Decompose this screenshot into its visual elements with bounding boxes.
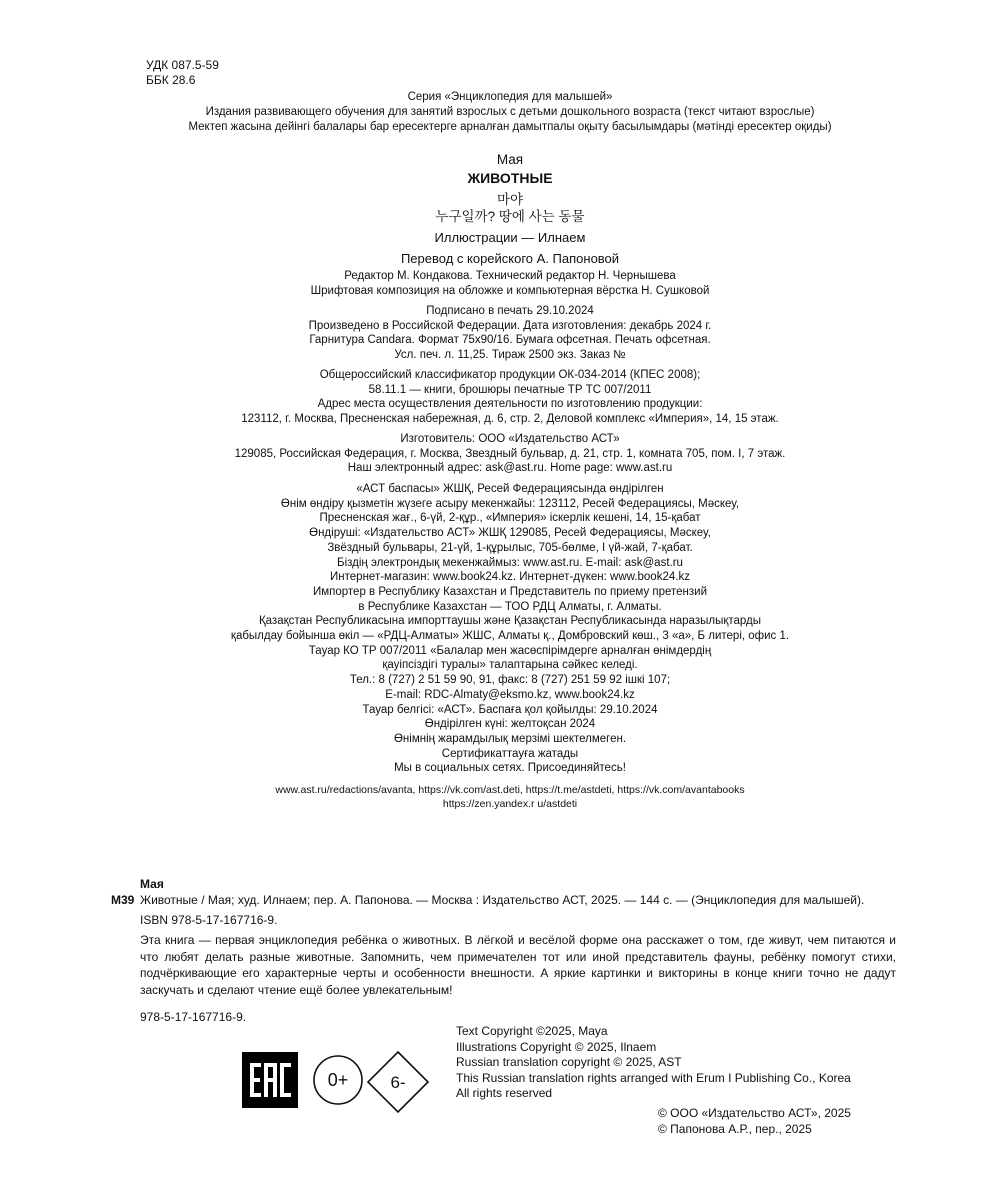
isbn-plain: 978-5-17-167716-9. bbox=[140, 1010, 247, 1024]
imprint-line: 129085, Российская Федерация, г. Москва, Звездный бульвар, д. 21, стр. 1, комната 705, пом. I, 7 этаж. bbox=[234, 447, 786, 460]
print-details-block bbox=[60, 304, 960, 363]
age-rating-0-label: 0+ bbox=[327, 1070, 349, 1090]
kazakhstan-block bbox=[60, 482, 960, 776]
imprint-line: қабылдау бойынша өкіл — «РДЦ-Алматы» ЖШС, Алматы қ., Домбровский көш., 3 «а», Б литері, офис 1. bbox=[230, 630, 790, 643]
copyright-line: Text Copyright ©2025, Maya bbox=[456, 1024, 608, 1038]
imprint-line: Произведено в Российской Федерации. Дата изготовления: декабрь 2024 г. bbox=[308, 319, 712, 332]
imprint-line: Мы в социальных сетях. Присоединяйтесь! bbox=[394, 762, 626, 775]
copyright-line: All rights reserved bbox=[456, 1086, 553, 1100]
imprint-line: Пресненская жағ., 6-үй, 2-құр., «Империя» іскерлік кешені, 14, 15-қабат bbox=[319, 512, 701, 525]
age-rating-0-icon bbox=[312, 1054, 364, 1106]
imprint-line: Сертификаттауға жатады bbox=[441, 747, 579, 760]
imprint-line: Наш электронный адрес: ask@ast.ru. Home page: www.ast.ru bbox=[347, 462, 673, 475]
series-description-kz: Мектеп жасына дейінгі балалары бар ересектерге арналған дамытпалы оқыту басылымдары (мәтінді ересектер оқиды) bbox=[188, 121, 832, 133]
imprint-line: Өндірілген күні: желтоқсан 2024 bbox=[424, 718, 596, 731]
imprint-line: Редактор М. Кондакова. Технический редактор Н. Чернышева bbox=[344, 270, 676, 282]
classification-codes bbox=[146, 58, 219, 88]
illustrator-credit: Иллюстрации — Илнаем bbox=[434, 230, 586, 245]
rights-block bbox=[658, 1106, 851, 1137]
imprint-line: Тауар белгісі: «АСТ». Баспаға қол қойылды: 29.10.2024 bbox=[362, 703, 658, 716]
eac-mark-icon bbox=[242, 1052, 298, 1108]
imprint-line: Подписано в печать 29.10.2024 bbox=[426, 305, 594, 317]
korean-title: 누구일까? 땅에 사는 동물 bbox=[435, 209, 585, 224]
rights-line: © Папонова А.Р., пер., 2025 bbox=[658, 1121, 812, 1136]
imprint-line: Интернет-магазин: www.book24.kz. Интернет-дүкен: www.book24.kz bbox=[330, 571, 690, 584]
imprint-line: Біздің электрондық мекенжаймыз: www.ast.ru. E-mail: ask@ast.ru bbox=[337, 556, 683, 569]
bbk-code: ББК 28.6 bbox=[146, 73, 196, 87]
certification-marks bbox=[242, 1050, 442, 1114]
imprint-line: Тел.: 8 (727) 2 51 59 90, 91, факс: 8 (727) 251 59 92 ішкі 107; bbox=[349, 674, 671, 687]
book-author: Мая bbox=[496, 152, 524, 167]
book-title: ЖИВОТНЫЕ bbox=[467, 170, 553, 186]
author-sign-code: М39 bbox=[111, 893, 135, 907]
imprint-line: Общероссийский классификатор продукции ОК-034-2014 (КПЕС 2008); bbox=[319, 369, 701, 381]
bibliography-description: Животные / Мая; худ. Илнаем; пер. А. Папонова. — Москва : Издательство АСТ, 2025. — 144 с. — (Энциклопедия для малышей). bbox=[140, 893, 865, 907]
editors-block bbox=[60, 269, 960, 298]
book-annotation: Эта книга — первая энциклопедия ребёнка о животных. В лёгкой и весёлой форме она расскажет о том, где живут, чем питаются и что любят делать разные животные. Запомнить, чем примечателен тот или иной представитель фауны, ребёнку помогут стихи, подчёркивающие его характерные черты и особенности внешности. А яркие картинки и викторины в конце книги точно не дадут заскучать и сделают чтение ещё более увлекательным! bbox=[140, 933, 896, 997]
web-links: www.ast.ru/redactions/avanta, https://vk.com/ast.deti, https://t.me/astdeti, https://vk.com/avantabooks bbox=[275, 784, 745, 796]
korean-original bbox=[60, 191, 960, 225]
udk-code: УДК 087.5-59 bbox=[146, 58, 219, 72]
imprint-line: Адрес места осуществления деятельности по изготовлению продукции: bbox=[317, 398, 703, 411]
rights-line: © ООО «Издательство АСТ», 2025 bbox=[658, 1106, 851, 1120]
translator-credit: Перевод с корейского А. Папоновой bbox=[400, 251, 620, 266]
imprint-line: Өнімнің жарамдылық мерзімі шектелмеген. bbox=[393, 732, 627, 745]
copyright-line: This Russian translation rights arranged with Erum I Publishing Co., Korea bbox=[456, 1070, 851, 1085]
series-name: Серия «Энциклопедия для малышей» bbox=[407, 91, 613, 103]
bibliography-isbn: ISBN 978-5-17-167716-9. bbox=[140, 913, 278, 927]
imprint-line: Изготовитель: ООО «Издательство АСТ» bbox=[400, 433, 620, 445]
web-links-block bbox=[60, 784, 960, 811]
imprint-line: E-mail: RDC-Almaty@eksmo.kz, www.book24.kz bbox=[385, 688, 635, 701]
copyright-line: Russian translation copyright © 2025, AST bbox=[456, 1055, 682, 1069]
age-rating-6-label: 6- bbox=[390, 1073, 406, 1092]
imprint-line: Тауар КО ТР 007/2011 «Балалар мен жасөспірімдерге арналған өнімдердің bbox=[308, 644, 712, 657]
imprint-line: в Республике Казахстан — ТОО РДЦ Алматы, г. Алматы. bbox=[358, 600, 662, 613]
imprint-line: Звёздный бульвары, 21-үй, 1-құрылыс, 705-бөлме, I үй-жай, 7-қабат. bbox=[327, 541, 693, 554]
imprint-line: 58.11.1 — книги, брошюры печатные ТР ТС 007/2011 bbox=[368, 383, 652, 396]
manufacturer-block bbox=[60, 432, 960, 476]
imprint-line: Өндіруші: «Издательство АСТ» ЖШҚ 129085, Ресей Федерациясы, Мәскеу, bbox=[309, 527, 711, 540]
imprint-line: 123112, г. Москва, Пресненская набережная, д. 6, стр. 2, Деловой комплекс «Империя», 14, 15 этаж. bbox=[241, 413, 779, 426]
series-description-ru: Издания развивающего обучения для занятий взрослых с детьми дошкольного возраста (текст читают взрослые) bbox=[205, 106, 815, 118]
classifier-block bbox=[60, 368, 960, 427]
bibliography-author: Мая bbox=[140, 877, 164, 891]
imprint-line: Қазақстан Республикасына импорттаушы және Қазақстан Республикасында наразылықтарды bbox=[258, 615, 762, 628]
age-rating-6-icon bbox=[366, 1050, 430, 1114]
imprint-line: Импортер в Республику Казахстан и Представитель по приему претензий bbox=[312, 585, 708, 598]
korean-author: 마야 bbox=[496, 192, 524, 207]
imprint-line: қауіпсіздігі туралы» талаптарына сәйкес келеді. bbox=[382, 659, 638, 672]
web-links: https://zen.yandex.r u/astdeti bbox=[442, 797, 578, 810]
series-info bbox=[60, 90, 960, 135]
imprint-line: Шрифтовая композиция на обложке и компьютерная вёрстка Н. Сушковой bbox=[310, 284, 710, 297]
imprint-line: Гарнитура Candara. Формат 75x90/16. Бумага офсетная. Печать офсетная. bbox=[309, 334, 711, 347]
imprint-line: Өнім өндіру қызметін жүзеге асыру мекенжайы: 123112, Ресей Федерациясы, Мәскеу, bbox=[280, 497, 740, 510]
copyright-line: Illustrations Copyright © 2025, Ilnaem bbox=[456, 1039, 657, 1054]
imprint-line: «АСТ баспасы» ЖШҚ, Ресей Федерациясында өндірілген bbox=[356, 483, 664, 495]
copyright-block bbox=[456, 1024, 851, 1102]
imprint-line: Усл. печ. л. 11,25. Тираж 2500 экз. Заказ № bbox=[394, 349, 626, 362]
